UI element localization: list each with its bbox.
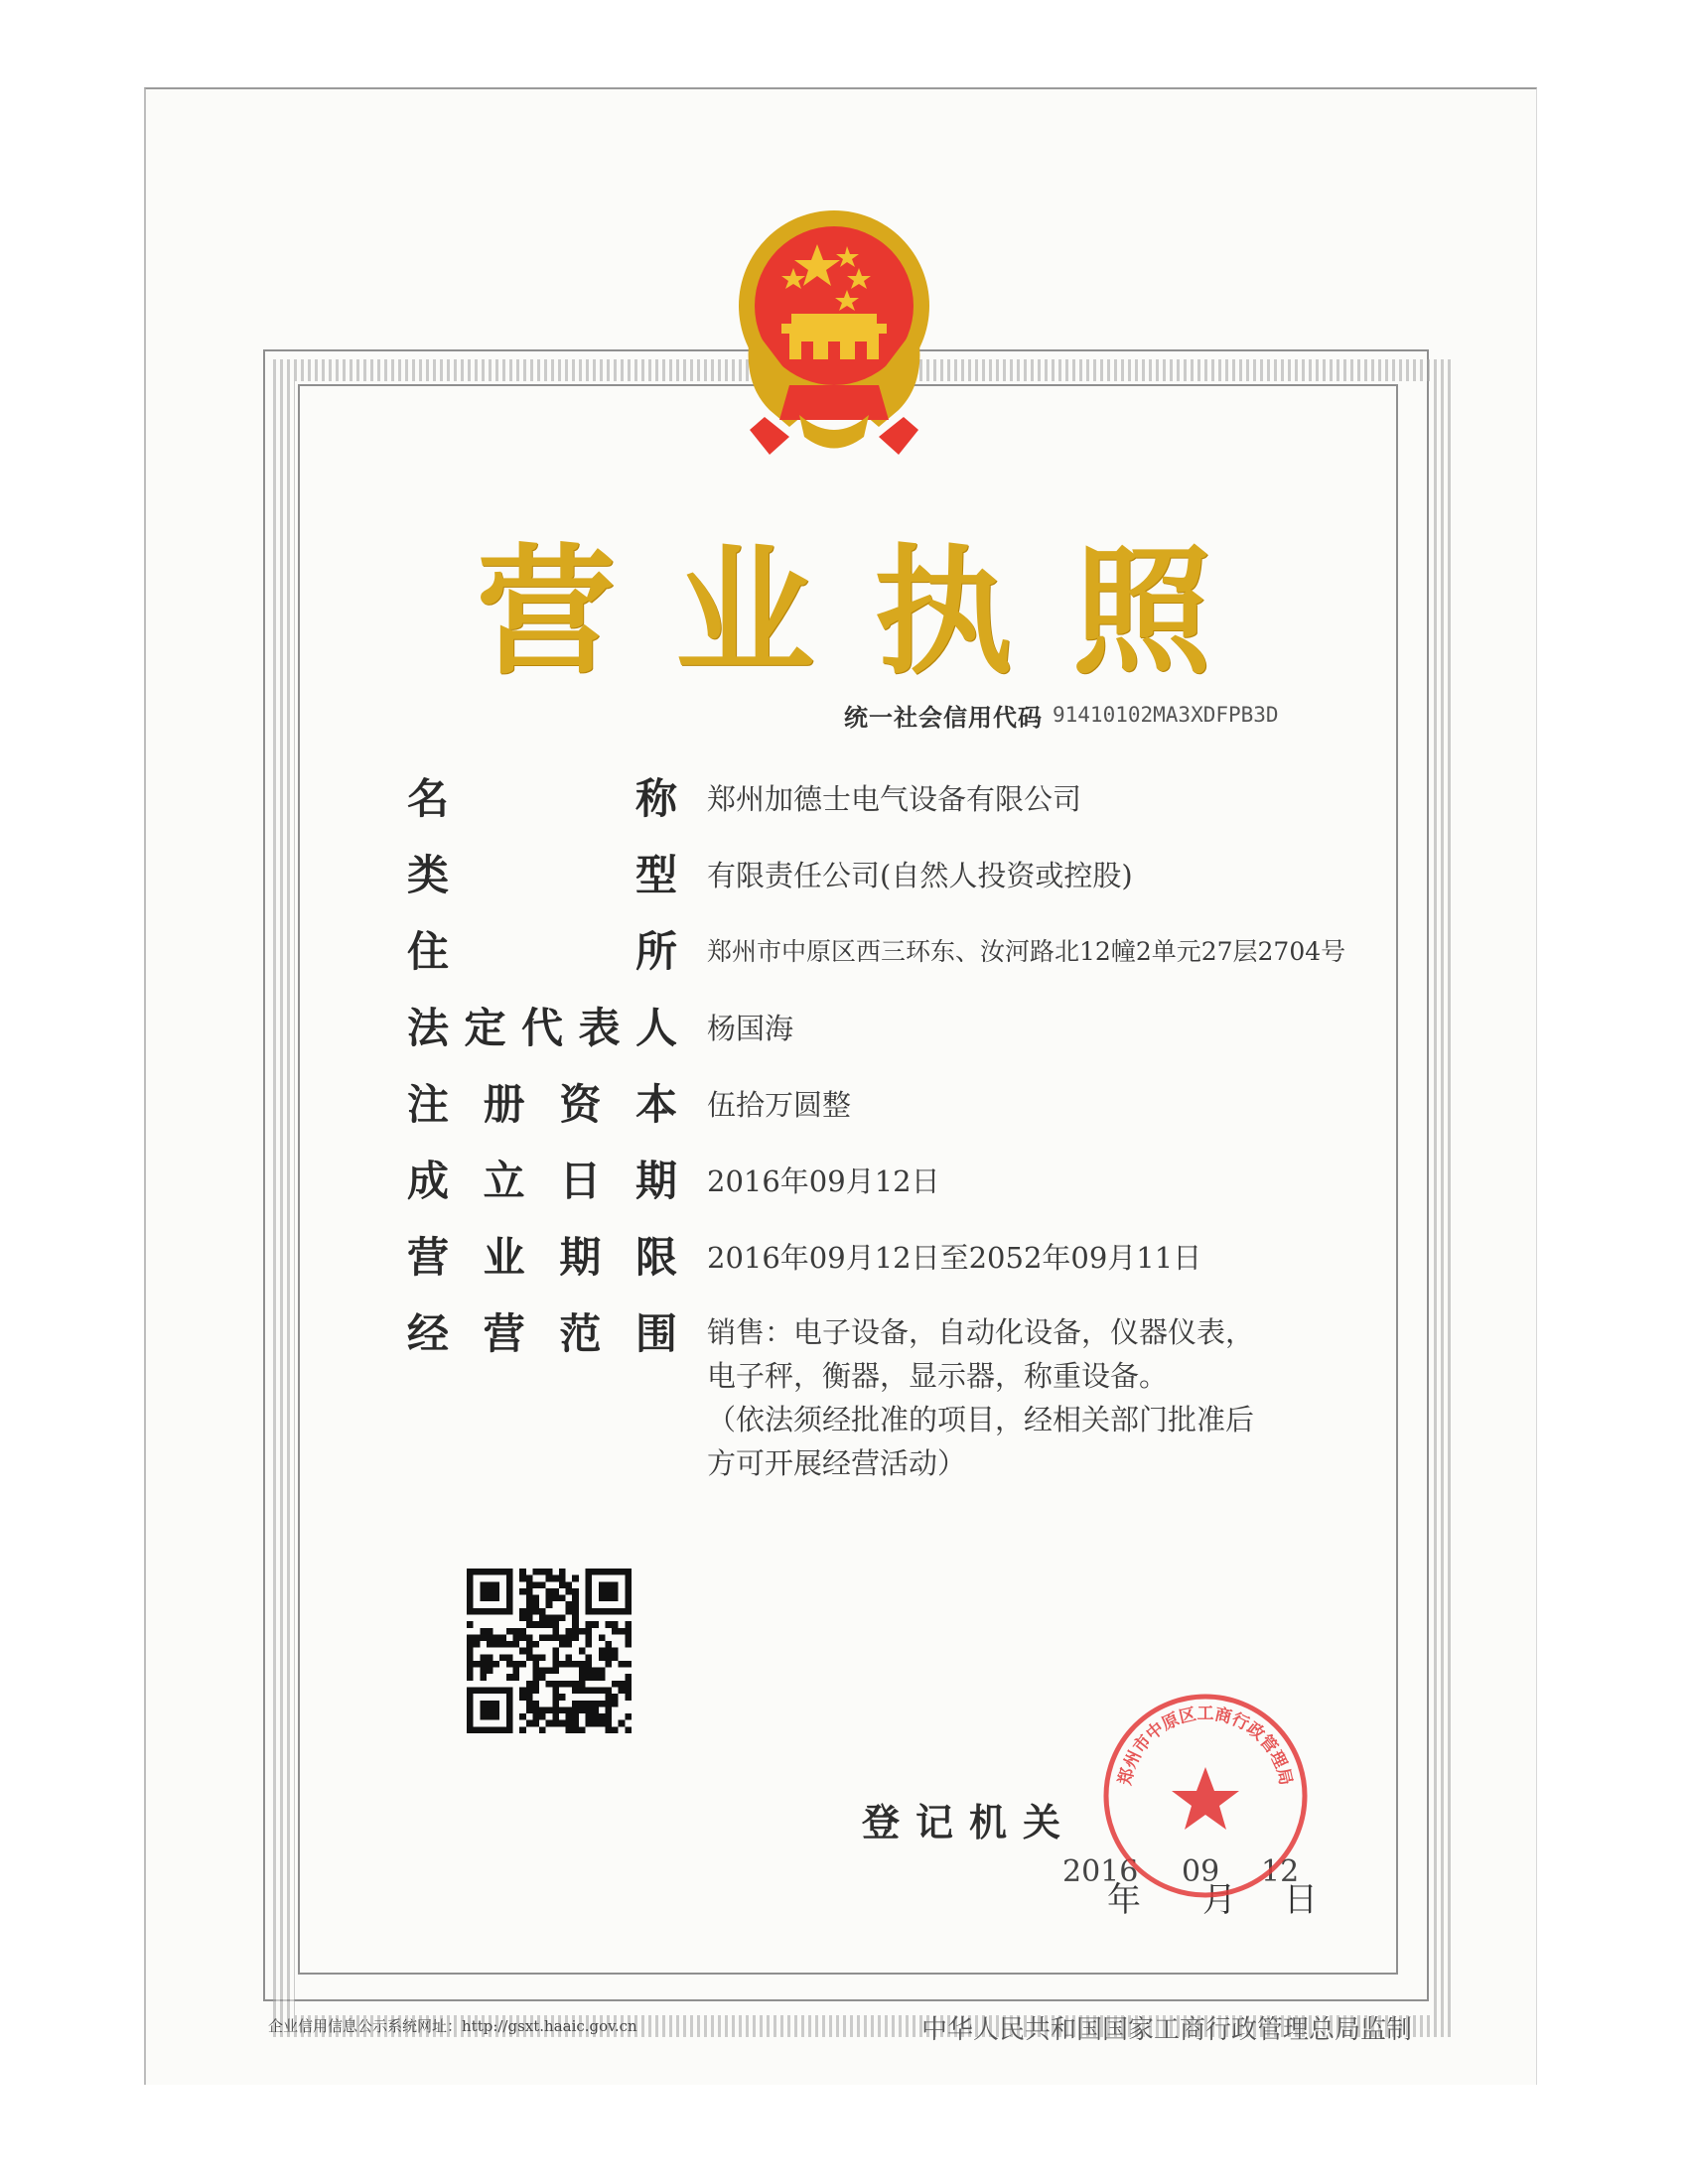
qr-module: [559, 1614, 566, 1621]
qr-module: [625, 1674, 632, 1681]
scope-line: 电子秤，衡器，显示器，称重设备。: [707, 1359, 1169, 1393]
qr-module: [566, 1628, 573, 1635]
qr-module: [532, 1569, 539, 1575]
qr-module: [526, 1694, 533, 1701]
qr-module: [552, 1661, 559, 1668]
qr-module: [566, 1581, 573, 1588]
qr-module: [546, 1681, 553, 1688]
qr-module: [480, 1634, 487, 1641]
qr-module: [572, 1713, 579, 1720]
qr-module: [532, 1654, 539, 1661]
qr-module: [519, 1713, 526, 1720]
credit-code-value: 91410102MA3XDFPB3D: [1053, 703, 1279, 727]
qr-module: [467, 1648, 474, 1655]
qr-module: [552, 1706, 559, 1713]
qr-module: [519, 1575, 526, 1582]
qr-module: [519, 1628, 526, 1635]
qr-module: [572, 1601, 579, 1608]
qr-module: [474, 1634, 481, 1641]
qr-module: [586, 1674, 593, 1681]
qr-module: [625, 1688, 632, 1695]
qr-module: [552, 1648, 559, 1655]
qr-module: [579, 1726, 586, 1733]
qr-module: [532, 1621, 539, 1628]
qr-module: [559, 1694, 566, 1701]
field-value: 有限责任公司(自然人投资或控股): [707, 859, 1133, 892]
qr-module: [625, 1628, 632, 1635]
field-label: 名 称: [407, 774, 677, 823]
qr-module: [519, 1648, 526, 1655]
qr-module: [592, 1713, 599, 1720]
qr-module: [546, 1706, 553, 1713]
qr-module: [526, 1581, 533, 1588]
qr-module: [612, 1694, 619, 1701]
qr-module: [586, 1706, 593, 1713]
qr-module: [572, 1634, 579, 1641]
qr-module: [559, 1569, 566, 1575]
issuer-label: 登记机关: [862, 1801, 1077, 1844]
qr-module: [493, 1634, 500, 1641]
qr-module: [512, 1628, 519, 1635]
qr-module: [539, 1674, 546, 1681]
qr-module: [599, 1654, 606, 1661]
qr-module: [546, 1569, 553, 1575]
qr-module: [579, 1674, 586, 1681]
qr-module: [512, 1634, 519, 1641]
qr-module: [539, 1713, 546, 1720]
qr-module: [474, 1661, 481, 1668]
qr-module: [506, 1641, 513, 1648]
qr-module: [546, 1588, 553, 1595]
qr-module: [586, 1720, 593, 1727]
qr-module: [559, 1641, 566, 1648]
qr-module: [546, 1720, 553, 1727]
qr-module: [546, 1595, 553, 1602]
field-value: 郑州加德士电气设备有限公司: [707, 782, 1082, 816]
qr-module: [539, 1654, 546, 1661]
qr-module: [605, 1641, 612, 1648]
qr-module: [499, 1634, 506, 1641]
field-legal-representative: [407, 999, 1350, 1058]
qr-module: [512, 1668, 519, 1675]
qr-module: [586, 1654, 593, 1661]
field-value: 伍拾万圆整: [707, 1088, 852, 1122]
issue-month: 09: [1182, 1854, 1220, 1889]
scope-line: 方可开展经营活动）: [707, 1446, 967, 1480]
qr-module: [572, 1588, 579, 1595]
qr-module: [592, 1621, 599, 1628]
qr-module: [532, 1706, 539, 1713]
qr-module: [605, 1701, 612, 1707]
qr-module: [467, 1641, 474, 1648]
qr-module: [539, 1614, 546, 1621]
qr-module: [566, 1654, 573, 1661]
field-type: [407, 846, 1350, 905]
qr-module: [579, 1681, 586, 1688]
qr-module: [526, 1588, 533, 1595]
qr-module: [552, 1634, 559, 1641]
qr-module: [487, 1641, 493, 1648]
qr-module: [566, 1726, 573, 1733]
title-char: 业: [674, 531, 814, 694]
qr-module: [612, 1648, 619, 1655]
qr-module: [539, 1621, 546, 1628]
qr-module: [493, 1641, 500, 1648]
qr-module: [519, 1569, 526, 1575]
qr-module: [526, 1688, 533, 1695]
qr-module: [612, 1628, 619, 1635]
qr-module: [579, 1701, 586, 1707]
qr-module: [605, 1694, 612, 1701]
qr-module: [526, 1641, 533, 1648]
national-emblem-icon: [730, 206, 938, 470]
qr-module: [592, 1706, 599, 1713]
qr-module: [487, 1654, 493, 1661]
qr-module: [532, 1688, 539, 1695]
qr-module: [519, 1726, 526, 1733]
qr-module: [467, 1674, 474, 1681]
qr-module: [619, 1720, 626, 1727]
qr-module: [592, 1688, 599, 1695]
qr-module: [519, 1688, 526, 1695]
qr-module: [586, 1661, 593, 1668]
qr-module: [572, 1688, 579, 1695]
qr-module: [526, 1601, 533, 1608]
qr-module: [474, 1641, 481, 1648]
qr-module: [566, 1681, 573, 1688]
qr-module: [526, 1720, 533, 1727]
qr-module: [559, 1595, 566, 1602]
qr-module: [612, 1701, 619, 1707]
qr-module: [586, 1621, 593, 1628]
qr-module: [519, 1608, 526, 1615]
qr-module: [612, 1726, 619, 1733]
qr-module: [592, 1668, 599, 1675]
qr-module: [605, 1654, 612, 1661]
qr-module: [619, 1688, 626, 1695]
qr-module: [487, 1668, 493, 1675]
qr-module: [499, 1641, 506, 1648]
qr-module: [599, 1648, 606, 1655]
qr-module: [526, 1701, 533, 1707]
qr-module: [612, 1621, 619, 1628]
qr-module: [586, 1688, 593, 1695]
qr-module: [566, 1641, 573, 1648]
qr-module: [519, 1588, 526, 1595]
qr-module: [559, 1720, 566, 1727]
qr-module: [572, 1595, 579, 1602]
qr-module: [559, 1575, 566, 1582]
qr-module: [572, 1628, 579, 1635]
qr-module: [519, 1634, 526, 1641]
qr-module: [605, 1688, 612, 1695]
qr-module: [599, 1634, 606, 1641]
qr-module: [526, 1681, 533, 1688]
qr-module: [552, 1681, 559, 1688]
qr-code-icon: [467, 1569, 632, 1733]
qr-module: [493, 1661, 500, 1668]
qr-module: [532, 1674, 539, 1681]
qr-module: [599, 1581, 619, 1601]
qr-module: [552, 1694, 559, 1701]
scope-line: （依法须经批准的项目，经相关部门批准后: [707, 1403, 1255, 1436]
qr-module: [566, 1713, 573, 1720]
qr-module: [586, 1668, 593, 1675]
qr-module: [552, 1701, 559, 1707]
qr-module: [559, 1681, 566, 1688]
qr-module: [552, 1720, 559, 1727]
qr-module: [599, 1668, 606, 1675]
qr-module: [552, 1688, 559, 1695]
qr-module: [467, 1621, 474, 1628]
qr-module: [532, 1595, 539, 1602]
qr-module: [499, 1654, 506, 1661]
qr-module: [566, 1608, 573, 1615]
qr-module: [599, 1688, 606, 1695]
qr-module: [532, 1701, 539, 1707]
qr-module: [625, 1661, 632, 1668]
qr-module: [552, 1628, 559, 1635]
qr-module: [487, 1628, 493, 1635]
qr-module: [572, 1720, 579, 1727]
credit-code-label: 统一社会信用代码: [844, 703, 1043, 732]
qr-module: [559, 1634, 566, 1641]
scope-line: 销售：电子设备，自动化设备，仪器仪表，: [707, 1315, 1255, 1349]
qr-module: [539, 1608, 546, 1615]
qr-module: [480, 1661, 487, 1668]
svg-text:郑州市中原区工商行政管理局: 郑州市中原区工商行政管理局: [1115, 1704, 1296, 1788]
field-name: [407, 769, 1350, 829]
issue-day: 12: [1261, 1854, 1300, 1889]
qr-module: [612, 1681, 619, 1688]
qr-module: [579, 1648, 586, 1655]
field-value: 杨国海: [707, 1012, 794, 1045]
qr-module: [586, 1634, 593, 1641]
qr-module: [552, 1588, 559, 1595]
qr-module: [546, 1668, 553, 1675]
qr-module: [572, 1575, 579, 1582]
qr-module: [532, 1668, 539, 1675]
field-label: 经 营 范 围: [407, 1309, 677, 1358]
qr-module: [526, 1654, 533, 1661]
qr-module: [566, 1601, 573, 1608]
qr-module: [559, 1706, 566, 1713]
field-label: 注 册 资 本: [407, 1080, 677, 1129]
qr-module: [526, 1595, 533, 1602]
qr-module: [506, 1628, 513, 1635]
qr-module: [539, 1634, 546, 1641]
qr-module: [566, 1720, 573, 1727]
official-seal: [1097, 1688, 1314, 1904]
field-address: [407, 922, 1350, 982]
qr-module: [605, 1661, 612, 1668]
qr-module: [625, 1641, 632, 1648]
qr-module: [599, 1674, 606, 1681]
qr-module: [546, 1575, 553, 1582]
qr-module: [467, 1654, 474, 1661]
qr-module: [532, 1661, 539, 1668]
qr-module: [526, 1634, 533, 1641]
footer-website: 企业信用信息公示系统网址：http://gsxt.haaic.gov.cn: [268, 2017, 637, 2035]
qr-module: [519, 1614, 526, 1621]
qr-module: [546, 1621, 553, 1628]
field-value: [707, 1310, 1342, 1485]
qr-module: [592, 1674, 599, 1681]
qr-module: [480, 1654, 487, 1661]
qr-module: [480, 1628, 487, 1635]
qr-module: [487, 1661, 493, 1668]
qr-module: [605, 1621, 612, 1628]
qr-module: [566, 1661, 573, 1668]
field-business-term: [407, 1228, 1350, 1288]
qr-module: [532, 1720, 539, 1727]
qr-module: [467, 1668, 474, 1675]
qr-module: [480, 1701, 499, 1720]
qr-module: [572, 1706, 579, 1713]
field-label: 法 定 代 表 人: [407, 1004, 677, 1052]
issue-year: 2016: [1062, 1854, 1139, 1889]
qr-module: [526, 1706, 533, 1713]
qr-module: [599, 1713, 606, 1720]
qr-module: [552, 1575, 559, 1582]
qr-module: [619, 1661, 626, 1668]
qr-module: [532, 1601, 539, 1608]
qr-module: [526, 1621, 533, 1628]
qr-module: [526, 1614, 533, 1621]
field-label: 住 所: [407, 927, 677, 976]
qr-module: [519, 1661, 526, 1668]
footer-supervisor: 中华人民共和国国家工商行政管理总局监制: [920, 2015, 1412, 2045]
qr-module: [512, 1641, 519, 1648]
qr-module: [625, 1713, 632, 1720]
license-title: [477, 516, 1211, 694]
qr-module: [546, 1601, 553, 1608]
title-char: 执: [873, 531, 1013, 694]
title-char: 照: [1071, 531, 1211, 694]
qr-module: [506, 1654, 513, 1661]
qr-module: [552, 1654, 559, 1661]
qr-module: [559, 1661, 566, 1668]
field-label: 类 型: [407, 851, 677, 899]
qr-module: [599, 1701, 606, 1707]
qr-module: [487, 1634, 493, 1641]
qr-module: [467, 1634, 474, 1641]
qr-module: [605, 1713, 612, 1720]
qr-module: [572, 1701, 579, 1707]
qr-module: [625, 1694, 632, 1701]
qr-module: [619, 1681, 626, 1688]
qr-module: [532, 1608, 539, 1615]
qr-module: [559, 1581, 566, 1588]
qr-module: [572, 1621, 579, 1628]
qr-module: [625, 1621, 632, 1628]
qr-module: [566, 1588, 573, 1595]
qr-module: [526, 1608, 533, 1615]
qr-module: [552, 1595, 559, 1602]
qr-module: [586, 1641, 593, 1648]
field-label: 成 立 日 期: [407, 1157, 677, 1205]
field-value: 郑州市中原区西三环东、汝河路北12幢2单元27层2704号: [707, 937, 1346, 966]
qr-module: [539, 1726, 546, 1733]
qr-module: [579, 1628, 586, 1635]
qr-module: [625, 1726, 632, 1733]
qr-module: [592, 1701, 599, 1707]
field-value: 2016年09月12日: [707, 1164, 940, 1198]
qr-module: [586, 1713, 593, 1720]
qr-module: [506, 1661, 513, 1668]
qr-module: [605, 1648, 612, 1655]
qr-module: [612, 1654, 619, 1661]
qr-module: [539, 1569, 546, 1575]
field-label: 营 业 期 限: [407, 1233, 677, 1282]
qr-module: [586, 1628, 593, 1635]
qr-module: [512, 1661, 519, 1668]
qr-module: [579, 1668, 586, 1675]
qr-module: [599, 1720, 606, 1727]
qr-module: [579, 1706, 586, 1713]
qr-module: [605, 1720, 612, 1727]
qr-module: [625, 1634, 632, 1641]
credit-code: [844, 695, 1279, 735]
qr-module: [579, 1688, 586, 1695]
title-char: 营: [477, 531, 617, 694]
qr-module: [566, 1634, 573, 1641]
qr-module: [605, 1726, 612, 1733]
qr-module: [480, 1668, 487, 1675]
qr-module: [625, 1681, 632, 1688]
qr-module: [566, 1706, 573, 1713]
field-establishment-date: [407, 1152, 1350, 1211]
qr-module: [539, 1706, 546, 1713]
qr-module: [552, 1668, 559, 1675]
qr-module: [572, 1726, 579, 1733]
qr-module: [572, 1681, 579, 1688]
qr-module: [480, 1674, 487, 1681]
qr-module: [532, 1641, 539, 1648]
qr-module: [467, 1661, 474, 1668]
qr-module: [532, 1713, 539, 1720]
qr-module: [552, 1621, 559, 1628]
qr-module: [605, 1706, 612, 1713]
qr-module: [619, 1628, 626, 1635]
qr-module: [572, 1614, 579, 1621]
qr-module: [552, 1614, 559, 1621]
qr-module: [512, 1674, 519, 1681]
qr-module: [539, 1668, 546, 1675]
qr-module: [539, 1581, 546, 1588]
qr-module: [546, 1614, 553, 1621]
qr-module: [480, 1581, 499, 1601]
qr-module: [526, 1648, 533, 1655]
qr-module: [532, 1581, 539, 1588]
qr-module: [572, 1608, 579, 1615]
field-business-scope: [407, 1304, 1350, 1485]
qr-module: [532, 1681, 539, 1688]
qr-module: [506, 1674, 513, 1681]
qr-module: [552, 1713, 559, 1720]
field-registered-capital: [407, 1075, 1350, 1135]
qr-module: [572, 1661, 579, 1668]
qr-module: [519, 1694, 526, 1701]
qr-module: [592, 1720, 599, 1727]
qr-module: [586, 1701, 593, 1707]
qr-module: [579, 1661, 586, 1668]
qr-module: [526, 1575, 533, 1582]
qr-module: [546, 1634, 553, 1641]
field-value: 2016年09月12日至2052年09月11日: [707, 1241, 1202, 1275]
